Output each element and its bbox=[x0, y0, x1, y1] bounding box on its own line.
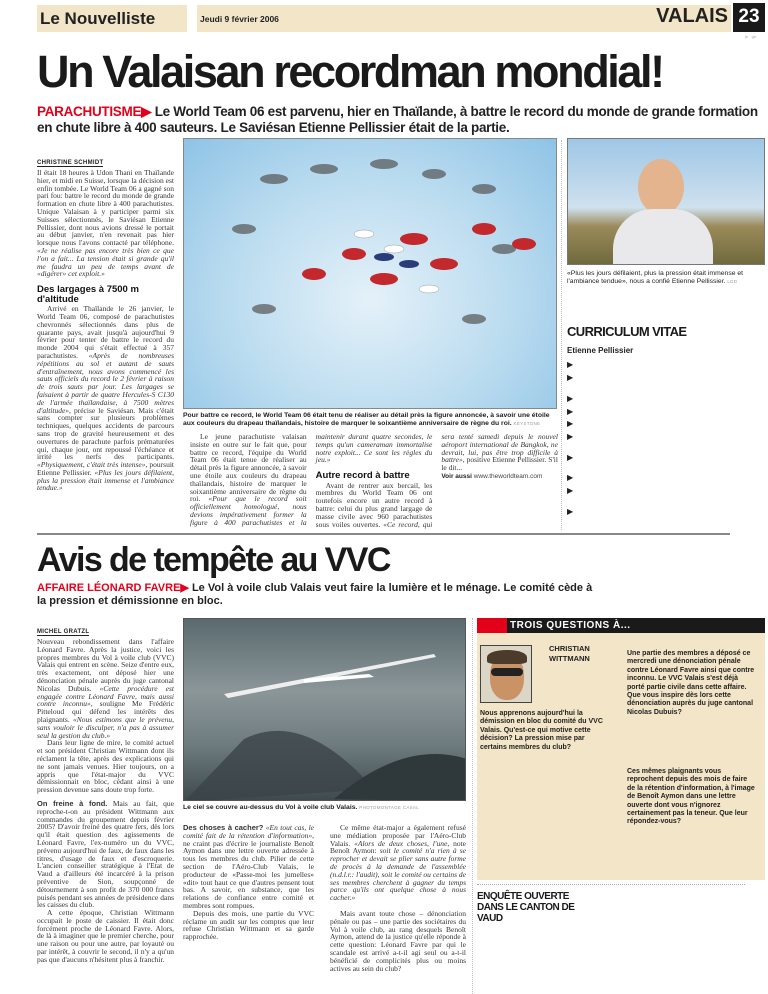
paragraph: Ce même état-major a également refusé une médiation proposée par l'Aéro-Club Valais. «Alors de deux choses, l'une, note Benoît Aymon: soit le comité n'a rien à se reprocher et devait se plier sans autre forme de procès à la demande de l'assemblée (n.d.l.r.: l'audit), soit le comité ou certains de ses membres cherchent à gagner du temps parce qu'ils ont quelque chose à nous cacher.» bbox=[330, 823, 466, 903]
paragraph: Avant de rentrer aux bercail, les membres du World Team 06 ont toutefois encore un autre record à battre: celui du plus grand largage de masse civile avec 960 parachutistes sous voiles ouvertes. «Ce record, qui sera tenté samedi depuis le nouvel aéroport international de Bangkok, ne devrait, lui, pas être trop difficile à battre», positive Etienne Pellissier. S'il le dit... bbox=[315, 432, 558, 529]
article2-left-column bbox=[37, 618, 174, 964]
paragraph: Dans leur ligne de mire, le comité actuel et son président Christian Wittmann dont ils réclament la tête, après des explications qui ne sont jamais venues. Hier toujours, on a appris que l'état-major du VVC démissionnait en bloc, cédant ainsi à une pression devenue sans doute trop forte. bbox=[37, 738, 174, 795]
byline-2: MICHEL GRATZL bbox=[37, 629, 90, 635]
byline: CHRISTINE SCHMIDT bbox=[37, 160, 104, 166]
bullet-arrow-icon: ▶ bbox=[567, 373, 574, 382]
paragraph: Nouveau rebondissement dans l'affaire Léonard Favre. Après la justice, voici les propres membres du Vol à voile club (VVC) Valais qui entrent en scène. Seize d'entre eux, très exactement, ont déposé hier une dénonciation pénale auprès du juge cantonal Nicolas Dubuis. «Cette procédure est engagée contre Léonard Favre, mais aussi contre inconnu», souligne Me Frédéric Pitteloud qui défend les intérêts des plaignants. «Nous estimons que le prévenu, sans vouloir le disculper, n'a pas à assumer seul la gestion du club.» bbox=[37, 637, 174, 740]
paragraph: Il était 18 heures à Udon Thani en Thaïlande hier, et midi en Suisse, lorsque la décision est enfin tombée. Le World Team 06 a gagné son pari fou: battre le record du monde de grande formation en chute libre à 400 parachutistes. Unique Valaisan à y participer parmi six Suisses sélectionnés, le Saviésan Etienne Pellissier, dont nous avions dressé le portait au début janvier, n'en revenait pas hier lorsque nous l'avons contacté par téléphone. «Je ne réalise pas encore très bien ce que l'on a fait... La tension était si grande qu'il me faudra un peu de temps avant de «digérer» cet exploit.» bbox=[37, 168, 174, 279]
etienne-pellissier-photo bbox=[567, 138, 765, 265]
bullet-arrow-icon: ▶ bbox=[567, 453, 574, 462]
paragraph: Mais avant toute chose – dénonciation pénale ou pas – une partie des sociétaires du Vol à voile club, au rang desquels Benoît Aymon, attend de la justice qu'elle réponde à cette question: Léonard Favre par qui le scandale est arrivé a-t-il agi seul ou a-t-il bénéficié de complicités plus ou moins actives au sein du club? bbox=[330, 908, 466, 973]
bullet-arrow-icon: ▶ bbox=[567, 394, 574, 403]
bullet-arrow-icon: ▶ bbox=[567, 473, 574, 482]
arrow-icon: ▶ bbox=[141, 104, 152, 119]
formation-illustration bbox=[184, 139, 556, 408]
article1-left-column bbox=[37, 149, 174, 492]
paragraph: Arrivé en Thaïlande le 26 janvier, le World Team 06, composé de parachutistes chevronnés sélectionnés dans plus de quarante pays, avait jusqu'à aujourd'hui 9 février pour tenter de battre le record du monde 2004 qui s'était effectué à 357 parachutistes. «Après de nombreuses répétitions au sol et autant de sauts d'entraînement, nous avons commencé les sauts officiels du record le 2 février à raison de trois sauts par jour. Les largages se faisaient à partir de quatre Hercules-S C130 de l'armée thaïlandaise, à 7500 mètres d'altitude», précise le Saviésan. Mais c'était sans compter sur plusieurs problèmes techniques, quelques accidents de parcours sans trop de gravité heureusement et des ouvertures de parachute parfois prématurées qui, chaque jour, ont repoussé l'échéance et irrité les nerfs des participants. «Physiquement, c'était très intense», poursuit Etienne Pellissier. «Plus les jours défilaient, plus la pression était immense et l'ambiance tendue.» bbox=[37, 304, 174, 493]
section-name: VALAIS bbox=[656, 5, 728, 27]
article2-column-3 bbox=[330, 824, 466, 972]
kicker: PARACHUTISME bbox=[37, 104, 142, 119]
subhead: Autre record à battre bbox=[315, 470, 410, 482]
cv-title: CURRICULUM VITAE bbox=[567, 324, 687, 339]
kicker-2: AFFAIRE LÉONARD FAVRE bbox=[37, 582, 181, 594]
article1-lower-columns bbox=[190, 433, 558, 531]
inset-caption: «Plus les jours défilaient, plus la pression était immense et l'ambiance tendue», nous a confié Etienne Pellissier. LDD bbox=[567, 270, 744, 286]
article2-column-2 bbox=[183, 824, 314, 941]
sidebar-divider-2 bbox=[472, 618, 473, 994]
box-divider bbox=[477, 884, 745, 885]
wittmann-photo bbox=[480, 645, 532, 703]
photo-caption: Pour battre ce record, le World Team 06 était tenu de réaliser au détail près la figure annoncée, à savoir une étoile aux couleurs du drapeau thaïlandais, histoire de marquer le soixantième anniversaire de règne du roi. KEYSTONE bbox=[183, 412, 550, 428]
paragraph: A cette époque, Christian Wittmann occupait le poste de caissier. Il était donc forcément proche de Léonard Favre. Alors, de là à imaginer que le premier cherche, pour une raison ou pour une autre, par loyauté ou par intérêt, à couvrir le second, il n'y a qu'un pas que d'aucuns n'hésitent plus à franchir. bbox=[37, 908, 174, 964]
bullet-arrow-icon: ▶ bbox=[567, 507, 574, 516]
masthead-paper: Le Nouvelliste bbox=[37, 5, 187, 32]
bullet-arrow-icon: ▶ bbox=[567, 432, 574, 441]
sidebar-divider bbox=[561, 140, 562, 530]
dek-text: Le World Team 06 est parvenu, hier en Thaïlande, à battre le record du monde de grande formation en chute libre à 400 sauteurs. Le Saviésan Etienne Pellissier était de la partie. bbox=[37, 104, 758, 135]
page-number: 23 bbox=[733, 3, 765, 32]
bullet-arrow-icon: ▶ bbox=[567, 360, 574, 369]
interviewee-name: CHRISTIAN WITTMANN bbox=[549, 644, 590, 663]
see-also: Voir aussi www.theworldteam.com bbox=[441, 472, 543, 480]
question-3: Ces mêmes plaignants vous reprochent depuis des mois de faire de la rétention d'information, à l'image de Benoît Aymon dans une lettre ouverte dont vous n'ignorez certainement pas la teneur. Que leur répondez-vous? bbox=[627, 768, 755, 826]
bullet-arrow-icon: ▶ bbox=[567, 419, 574, 428]
article-divider bbox=[37, 533, 730, 535]
see-also-link[interactable]: www.theworldteam.com bbox=[473, 472, 543, 480]
skydiving-formation-photo bbox=[183, 138, 557, 409]
dek-2-text: Le Vol à voile club Valais veut faire la lumière et le ménage. Le comité cède à la pression et démissionne en bloc. bbox=[37, 582, 593, 607]
glider-storm-photo bbox=[183, 618, 466, 801]
bullet-arrow-icon: ▶ bbox=[567, 407, 574, 416]
paragraph: Des choses à cacher? «En tout cas, le comité fait de la rétention d'information», ne craint pas d'écrire le journaliste Benoît Aymon dans une lettre ouverte adressée à tous les membres du club. Pilier de cette section de l'Aéro-Club Valais, le producteur de «Passe-moi les jumelles» «dit» tout haut ce que d'autres pensent tout bas. A savoir, en substance, que les relations de confiance entre comité et membres sont rompues. bbox=[183, 823, 314, 910]
trois-questions-box bbox=[477, 618, 765, 880]
bullet-arrow-icon: ▶ bbox=[567, 486, 574, 495]
arrow-icon: ▶ bbox=[180, 582, 189, 594]
glider-photo-caption: Le ciel se couvre au-dessus du Vol à voile club Valais. PHOTOMONTAGE CASAL bbox=[183, 804, 420, 811]
headline-2: Avis de tempête au VVC bbox=[37, 541, 390, 579]
paragraph: Depuis des mois, une partie du VVC réclame un audit sur les comptes que leur refuse Christian Wittmann et sa garde rapprochée. bbox=[183, 908, 314, 942]
paragraph: On freine à fond. Mais au fait, que reproche-t-on au président Wittmann aux commandes du groupement depuis février 2005? D'avoir freiné des quatre fers, dès lors qu'il était question des agissements de Léonard Favre, l'ex-numéro un du VVC, prévenu aujourd'hui de faux, de faux dans les titres, d'usage de faux et d'escroquerie. L'ancien conseiller stratégique à l'Etat de Vaud a d'ailleurs été incarcéré à la prison préventive de Sion, soupçonné de détournement à son profit de 370 000 francs puisés pendant ses années de présidence dans les caisses du club. bbox=[37, 798, 174, 910]
question-2: Une partie des membres a déposé ce mercredi une dénonciation pénale contre Léonard Favre ainsi que contre inconnu. Le VVC Valais s'est déjà porté partie civile dans cette affaire. Que vous inspire dès lors cette dénonciation auprès du juge cantonal Nicolas Dubuis? bbox=[627, 650, 755, 716]
dek-2 bbox=[37, 582, 597, 608]
dek bbox=[37, 104, 765, 136]
subhead: Des largages à 7500 m d'altitude bbox=[37, 284, 139, 305]
question-1: Nous apprenons aujourd'hui la démission en bloc du comité du VVC Valais. Qu'est-ce qui motive cette décision? La pression mise par certains membres du club? bbox=[480, 710, 603, 751]
cv-name: Etienne Pellissier bbox=[567, 346, 634, 355]
headline: Un Valaisan recordman mondial! bbox=[37, 46, 663, 97]
page-mark: jb · gb bbox=[745, 34, 757, 39]
paragraph: Le jeune parachutiste valaisan insiste en outre sur le fait que, pour battre ce record, l'équipe du World Team 06 était tenue de réaliser au détail près la figure annoncée, à savoir une étoile aux couleurs du drapeau thaïlandais, histoire de marquer le soixantième anniversaire de règne du roi. «Pour que le record soit officiellement homologué, nous devions impérativement former la figure à 400 parachutistes et la maintenir durant quatre secondes, le temps qu'un cameraman immortalise notre exploit... Ce sont les règles du jeu.» bbox=[190, 432, 433, 527]
masthead-date: Jeudi 9 février 2006 bbox=[200, 14, 279, 24]
glider-illustration bbox=[184, 619, 465, 800]
box-title: TROIS QUESTIONS À... bbox=[510, 620, 631, 631]
sidebar-title: ENQUÊTE OUVERTE DANS LE CANTON DE VAUD bbox=[477, 891, 575, 924]
